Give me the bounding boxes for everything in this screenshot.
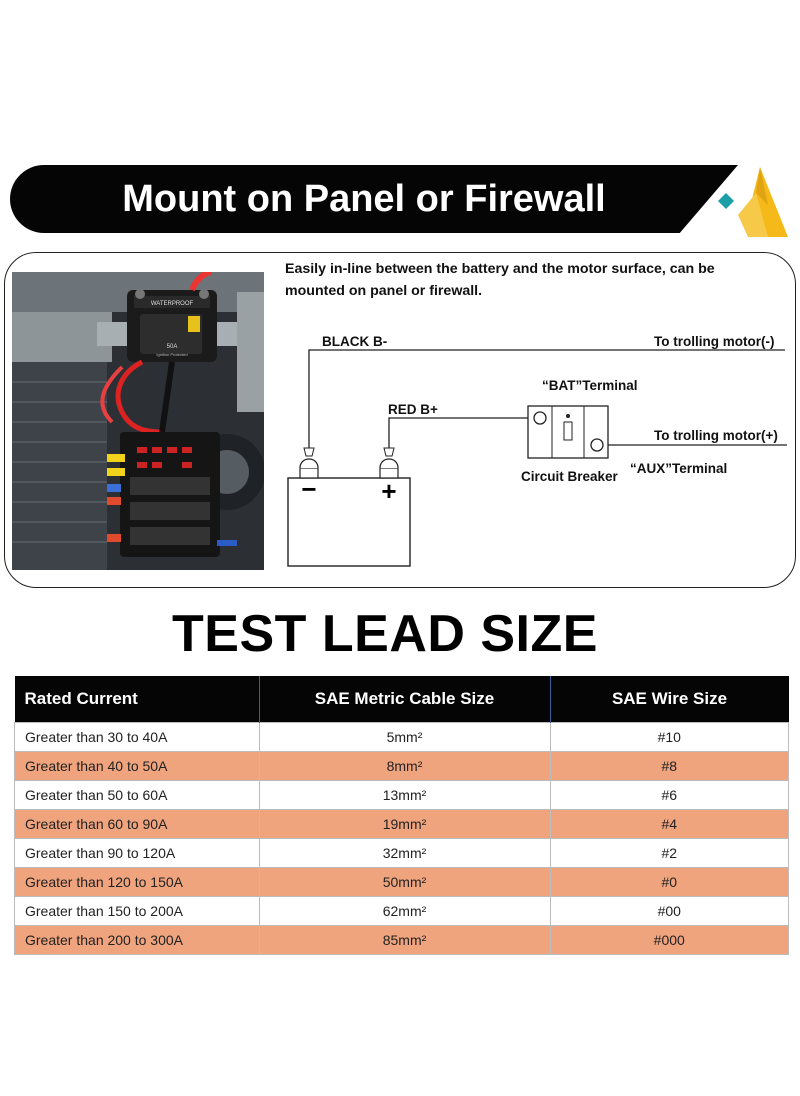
battery-plus-symbol: + — [381, 476, 397, 506]
red-wire-label: RED B+ — [388, 402, 438, 417]
metric-size-cell: 62mm² — [259, 897, 550, 926]
table-row — [15, 810, 789, 839]
motor-neg-label: To trolling motor(-) — [654, 334, 775, 349]
breaker-rating-text: 50A — [166, 344, 178, 350]
aux-terminal-label: “AUX”Terminal — [630, 461, 728, 476]
metric-size-cell: 5mm² — [259, 723, 550, 752]
pos-clamp — [380, 459, 398, 468]
table-row — [15, 839, 789, 868]
red-wire — [389, 418, 535, 448]
wire-size-cell: #4 — [550, 810, 789, 839]
wire-size-cell: #2 — [550, 839, 789, 868]
rated-current-cell: Greater than 60 to 90A — [15, 810, 260, 839]
wire-size-cell: #6 — [550, 781, 789, 810]
wire-size-cell: #8 — [550, 752, 789, 781]
motor-pos-label: To trolling motor(+) — [654, 428, 778, 443]
metric-size-cell: 85mm² — [259, 926, 550, 955]
bat-terminal-label: “BAT”Terminal — [542, 378, 638, 393]
battery-minus-symbol: − — [301, 474, 317, 504]
metric-size-cell: 19mm² — [259, 810, 550, 839]
rated-current-cell: Greater than 120 to 150A — [15, 868, 260, 897]
metric-size-cell: 32mm² — [259, 839, 550, 868]
wire-size-cell: #00 — [550, 897, 789, 926]
metric-size-cell: 8mm² — [259, 752, 550, 781]
wire-size-cell: #000 — [550, 926, 789, 955]
rated-current-cell: Greater than 150 to 200A — [15, 897, 260, 926]
table-row — [15, 897, 789, 926]
header-wire-size: SAE Wire Size — [550, 676, 789, 723]
breaker-note-text: Ignition Protected — [156, 352, 188, 357]
rated-current-cell: Greater than 200 to 300A — [15, 926, 260, 955]
panel-description: Easily in-line between the battery and the motor surface, can be mounted on panel or firewall. — [285, 261, 715, 299]
header-metric-size: SAE Metric Cable Size — [259, 676, 550, 723]
table-row — [15, 926, 789, 955]
banner-title: Mount on Panel or Firewall — [122, 177, 606, 220]
table-row — [15, 723, 789, 752]
table-row — [15, 781, 789, 810]
rated-current-cell: Greater than 50 to 60A — [15, 781, 260, 810]
brand-logo-icon — [712, 165, 792, 240]
rated-current-cell: Greater than 30 to 40A — [15, 723, 260, 752]
section-title: TEST LEAD SIZE — [172, 605, 598, 663]
bat-terminal-icon — [534, 412, 546, 424]
circuit-breaker-label: Circuit Breaker — [521, 469, 618, 484]
wire-size-cell: #0 — [550, 868, 789, 897]
table-row — [15, 868, 789, 897]
rated-current-cell: Greater than 40 to 50A — [15, 752, 260, 781]
wiring-diagram — [280, 320, 795, 580]
lead-size-table — [14, 676, 789, 955]
breaker-brand-text: WATERPROOF — [150, 301, 194, 307]
neg-clamp — [300, 459, 318, 468]
header-rated-current: Rated Current — [15, 676, 260, 723]
metric-size-cell: 50mm² — [259, 868, 550, 897]
table-row — [15, 752, 789, 781]
table-header-row — [15, 676, 789, 723]
black-wire-label: BLACK B- — [322, 334, 388, 349]
aux-terminal-icon — [591, 439, 603, 451]
installation-photo — [12, 272, 264, 570]
wire-size-cell: #10 — [550, 723, 789, 752]
metric-size-cell: 13mm² — [259, 781, 550, 810]
rated-current-cell: Greater than 90 to 120A — [15, 839, 260, 868]
